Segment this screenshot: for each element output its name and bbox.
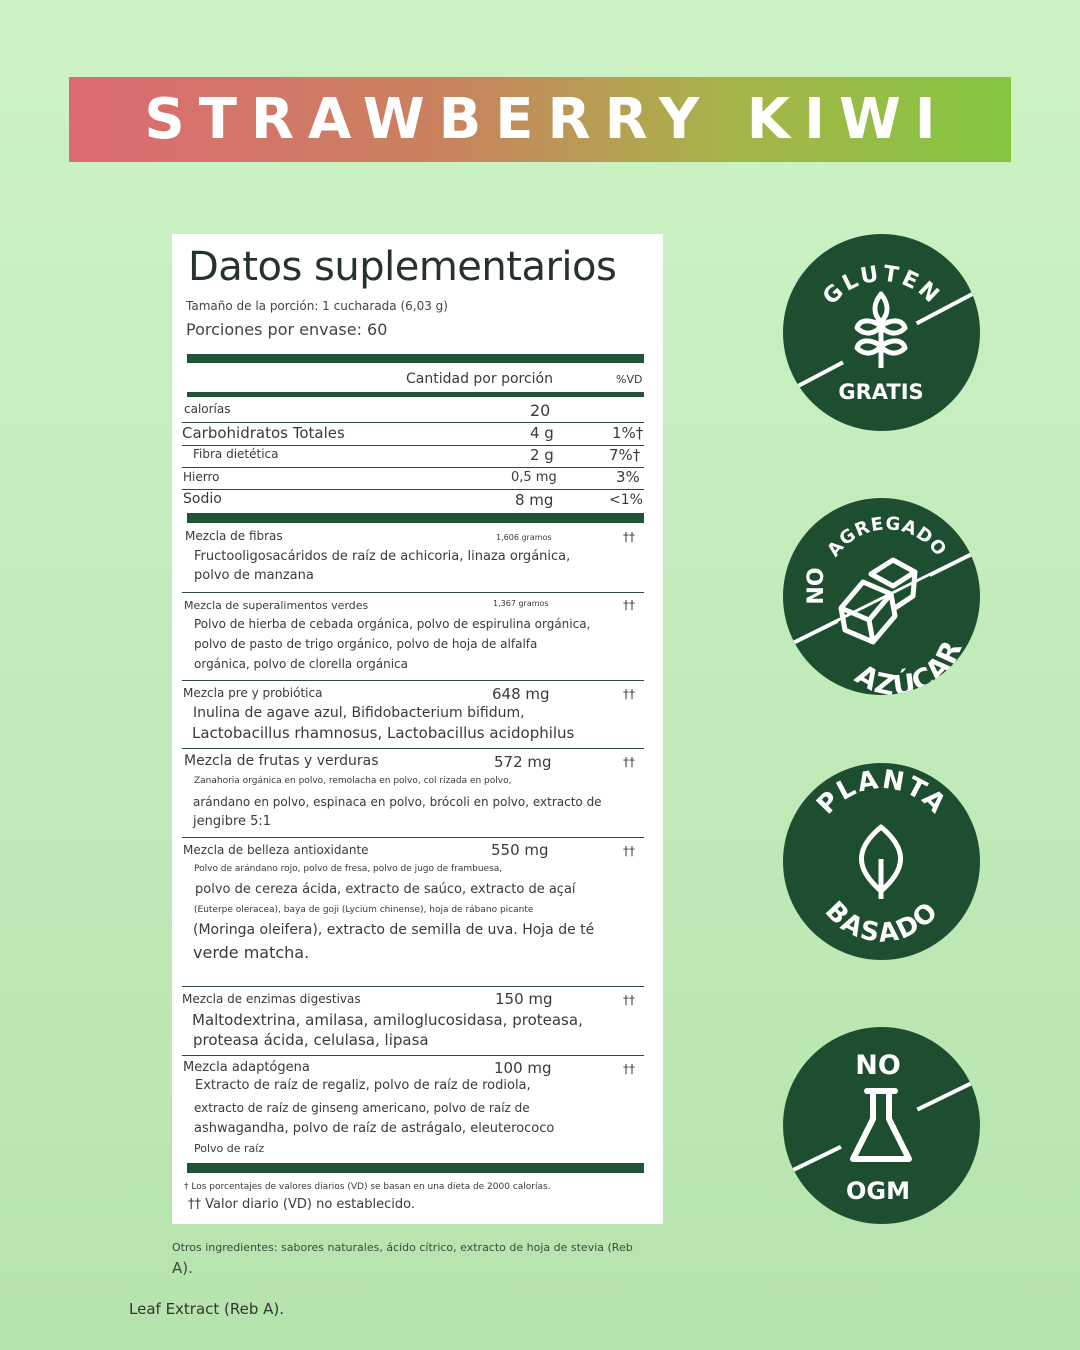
blend-name: Mezcla de fibras <box>185 529 283 543</box>
svg-text:GLUTEN <box>818 261 945 309</box>
nutrient-name: calorías <box>184 402 231 416</box>
nutrient-amount: 4 g <box>530 424 554 442</box>
row-divider <box>182 837 644 838</box>
blend-ingredients: Inulina de agave azul, Bifidobacterium bifidum, <box>193 705 525 721</box>
nutrient-name: Sodio <box>183 491 222 507</box>
blend-amount: 150 mg <box>495 990 553 1008</box>
svg-text:BASADO <box>819 896 945 949</box>
svg-text:AZÚCAR <box>850 635 969 695</box>
no-added-sugar-badge <box>783 498 980 695</box>
blend-name: Mezcla adaptógena <box>183 1060 310 1075</box>
other-ingredients-line: A). <box>172 1259 193 1277</box>
nutrient-amount: 0,5 mg <box>511 470 557 485</box>
badge-side-text: NO <box>804 567 829 605</box>
thick-divider <box>187 1163 644 1173</box>
product-title: STRAWBERRY KIWI <box>144 87 950 152</box>
blend-ingredients: polvo de pasto de trigo orgánico, polvo de hoja de alfalfa <box>194 637 538 651</box>
serving-size: Tamaño de la porción: 1 cucharada (6,03 g) <box>186 299 448 313</box>
blend-dv: †† <box>623 844 635 858</box>
row-divider <box>182 986 644 987</box>
non-gmo-badge <box>783 1027 980 1224</box>
row-divider <box>182 489 644 490</box>
blend-amount: 572 mg <box>494 753 552 771</box>
blend-ingredients: Maltodextrina, amilasa, amiloglucosidasa, proteasa, <box>192 1011 583 1029</box>
nutrient-amount: 8 mg <box>515 491 554 509</box>
blend-ingredients: polvo de cereza ácida, extracto de saúco, extracto de açaí <box>195 882 576 897</box>
blend-amount: 100 mg <box>494 1059 552 1077</box>
blend-dv: †† <box>623 687 635 701</box>
thick-divider <box>187 354 644 363</box>
footnote-dv-basis: † Los porcentajes de valores diarios (VD) se basan en una dieta de 2000 calorías. <box>184 1182 551 1192</box>
blend-ingredients: Polvo de arándano rojo, polvo de fresa, polvo de jugo de frambuesa, <box>194 864 503 874</box>
nutrient-amount: 2 g <box>530 446 554 464</box>
badge-top-text: NO <box>855 1050 901 1081</box>
svg-text:PLANTA <box>811 765 952 821</box>
other-ingredients <box>172 1238 662 1278</box>
blend-amount: 1,367 gramos <box>493 599 549 608</box>
blend-ingredients: arándano en polvo, espinaca en polvo, brócoli en polvo, extracto de <box>193 795 602 809</box>
badge-top-text: AGREGADO <box>823 513 951 561</box>
supplement-facts-panel <box>172 234 663 1224</box>
blend-dv: †† <box>623 1062 635 1076</box>
english-footer-text: Leaf Extract (Reb A). <box>129 1300 285 1318</box>
gluten-free-badge <box>783 234 980 431</box>
blend-ingredients: Polvo de hierba de cebada orgánica, polvo de espirulina orgánica, <box>194 617 591 631</box>
blend-ingredients: orgánica, polvo de clorella orgánica <box>194 657 409 671</box>
blend-ingredients: Fructooligosacáridos de raíz de achicoria, linaza orgánica, <box>194 549 571 564</box>
blend-dv: †† <box>623 755 635 769</box>
blend-ingredients: verde matcha. <box>193 943 310 962</box>
nutrient-name: Fibra dietética <box>193 447 279 461</box>
header-dv: %VD <box>616 373 643 386</box>
badge-bottom-text: GRATIS <box>838 380 924 404</box>
badge-bottom-text: BASADO <box>818 895 946 949</box>
row-divider <box>182 445 644 446</box>
servings-per-container: Porciones por envase: 60 <box>186 320 388 339</box>
blend-name: Mezcla pre y probiótica <box>183 686 323 700</box>
row-divider <box>182 422 644 423</box>
blend-amount: 648 mg <box>492 685 550 703</box>
badge-top-text: GLUTEN <box>818 261 946 310</box>
row-divider <box>182 680 644 681</box>
blend-dv: †† <box>623 993 635 1007</box>
nutrient-amount: 20 <box>530 401 551 420</box>
blend-ingredients: jengibre 5:1 <box>193 814 272 829</box>
nutrient-name: Hierro <box>183 470 220 484</box>
blend-ingredients: (Moringa oleifera), extracto de semilla de uva. Hoja de té <box>193 922 595 938</box>
blend-name: Mezcla de frutas y verduras <box>184 753 379 769</box>
nutrient-name: Carbohidratos Totales <box>182 424 345 442</box>
badge-bottom-text: AZÚCAR <box>849 634 969 695</box>
row-divider <box>182 748 644 749</box>
product-banner <box>69 77 1011 162</box>
blend-name: Mezcla de belleza antioxidante <box>183 843 369 857</box>
blend-ingredients: ashwagandha, polvo de raíz de astrágalo, eleuterococo <box>194 1121 555 1136</box>
svg-text:AGREGADO <box>823 513 951 561</box>
row-divider <box>182 592 644 593</box>
blend-ingredients: Zanahoria orgánica en polvo, remolacha en polvo, col rizada en polvo, <box>194 776 512 786</box>
row-divider <box>182 467 644 468</box>
blend-dv: †† <box>623 598 635 612</box>
nutrient-dv: 7%† <box>609 446 641 464</box>
blend-ingredients: Polvo de raíz <box>194 1142 265 1155</box>
nutrient-dv: 1%† <box>612 424 644 442</box>
blend-ingredients: (Euterpe oleracea), baya de goji (Lycium chinense), hoja de rábano picante <box>194 905 534 915</box>
row-divider <box>182 1055 644 1056</box>
blend-amount: 550 mg <box>491 841 549 859</box>
medium-divider <box>187 392 644 397</box>
plant-based-badge <box>783 763 980 960</box>
blend-dv: †† <box>623 530 635 544</box>
footnote-dv-not-established: †† Valor diario (VD) no establecido. <box>188 1197 415 1212</box>
blend-ingredients: proteasa ácida, celulasa, lipasa <box>193 1031 429 1049</box>
blend-name: Mezcla de superalimentos verdes <box>184 599 369 612</box>
nutrient-dv: <1% <box>609 492 643 508</box>
blend-ingredients: extracto de raíz de ginseng americano, polvo de raíz de <box>194 1101 530 1115</box>
thick-divider <box>187 513 644 523</box>
blend-amount: 1,606 gramos <box>496 533 552 542</box>
leaf-icon <box>861 827 900 899</box>
blend-ingredients: Lactobacillus rhamnosus, Lactobacillus acidophilus <box>192 724 575 742</box>
header-amount: Cantidad por porción <box>406 371 553 387</box>
blend-name: Mezcla de enzimas digestivas <box>182 992 361 1006</box>
badge-top-text: PLANTA <box>811 764 953 821</box>
blend-ingredients: Extracto de raíz de regaliz, polvo de raíz de rodiola, <box>195 1078 531 1093</box>
blend-ingredients: polvo de manzana <box>194 568 314 583</box>
other-ingredients-line: Otros ingredientes: sabores naturales, ácido cítrico, extracto de hoja de stevia (Reb <box>172 1241 633 1254</box>
nutrient-dv: 3% <box>616 468 640 486</box>
badge-bottom-text: OGM <box>846 1177 910 1205</box>
facts-title: Datos suplementarios <box>188 244 617 290</box>
